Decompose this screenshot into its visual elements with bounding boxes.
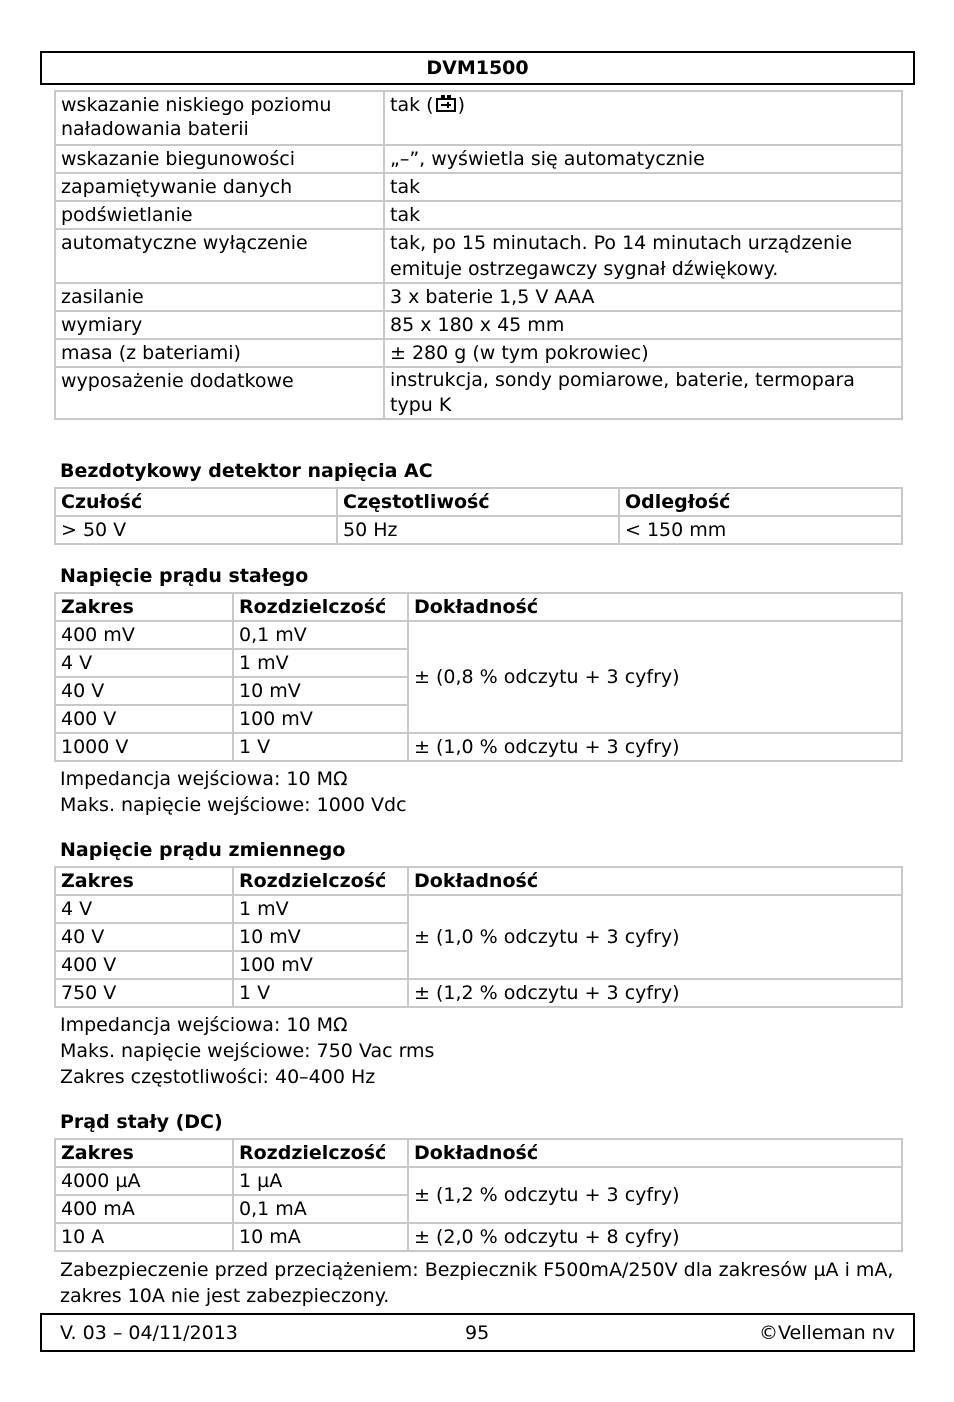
footer-version: V. 03 – 04/11/2013 bbox=[60, 1322, 238, 1344]
spec-value: 3 x baterie 1,5 V AAA bbox=[384, 283, 902, 311]
table-row bbox=[55, 91, 902, 145]
table-header-row bbox=[55, 488, 902, 516]
table-row bbox=[55, 145, 902, 173]
range-cell: 10 A bbox=[55, 1223, 233, 1251]
range-cell: 400 V bbox=[55, 705, 233, 733]
ncv-table bbox=[54, 487, 903, 545]
column-header: Czułość bbox=[55, 488, 337, 516]
table-row bbox=[55, 367, 902, 419]
accuracy-cell: ± (1,2 % odczytu + 3 cyfry) bbox=[408, 979, 902, 1007]
resolution-cell: 10 mV bbox=[233, 923, 408, 951]
accuracy-cell: ± (1,0 % odczytu + 3 cyfry) bbox=[408, 895, 902, 979]
spec-label: zapamiętywanie danych bbox=[55, 173, 384, 201]
page-number: 95 bbox=[465, 1322, 490, 1344]
page-footer bbox=[40, 1313, 915, 1352]
column-header: Dokładność bbox=[408, 593, 902, 621]
spec-label: masa (z bateriami) bbox=[55, 339, 384, 367]
table-header-row bbox=[55, 593, 902, 621]
specs-table bbox=[54, 90, 903, 420]
table-cell: > 50 V bbox=[55, 516, 337, 544]
dcv-note: Impedancja wejściowa: 10 MΩ bbox=[60, 768, 348, 790]
spec-label: wskazanie niskiego poziomu naładowania baterii bbox=[55, 91, 384, 145]
acv-note: Impedancja wejściowa: 10 MΩ bbox=[60, 1014, 348, 1036]
table-cell: < 150 mm bbox=[619, 516, 902, 544]
table-row bbox=[55, 311, 902, 339]
range-cell: 750 V bbox=[55, 979, 233, 1007]
table-row bbox=[55, 733, 902, 761]
section-title-ncv: Bezdotykowy detektor napięcia AC bbox=[60, 460, 433, 482]
dca-table bbox=[54, 1138, 903, 1252]
range-cell: 400 V bbox=[55, 951, 233, 979]
resolution-cell: 0,1 mA bbox=[233, 1195, 408, 1223]
column-header: Zakres bbox=[55, 867, 233, 895]
spec-value: instrukcja, sondy pomiarowe, baterie, termopara typu K bbox=[384, 367, 902, 419]
column-header: Rozdzielczość bbox=[233, 1139, 408, 1167]
document-title: DVM1500 bbox=[426, 57, 529, 79]
range-cell: 1000 V bbox=[55, 733, 233, 761]
table-row bbox=[55, 979, 902, 1007]
table-row bbox=[55, 201, 902, 229]
column-header: Zakres bbox=[55, 1139, 233, 1167]
spec-value bbox=[384, 91, 902, 145]
acv-note: Zakres częstotliwości: 40–400 Hz bbox=[60, 1066, 376, 1088]
table-header-row bbox=[55, 867, 902, 895]
accuracy-cell: ± (1,2 % odczytu + 3 cyfry) bbox=[408, 1167, 902, 1223]
range-cell: 4 V bbox=[55, 895, 233, 923]
column-header: Rozdzielczość bbox=[233, 867, 408, 895]
table-row bbox=[55, 516, 902, 544]
spec-label: automatyczne wyłączenie bbox=[55, 229, 384, 283]
column-header: Rozdzielczość bbox=[233, 593, 408, 621]
column-header: Odległość bbox=[619, 488, 902, 516]
acv-table bbox=[54, 866, 903, 1008]
resolution-cell: 1 µA bbox=[233, 1167, 408, 1195]
column-header: Dokładność bbox=[408, 867, 902, 895]
resolution-cell: 1 V bbox=[233, 733, 408, 761]
spec-value: „–”, wyświetla się automatycznie bbox=[384, 145, 902, 173]
dcv-note: Maks. napięcie wejściowe: 1000 Vdc bbox=[60, 794, 407, 816]
table-row bbox=[55, 229, 902, 283]
range-cell: 4000 µA bbox=[55, 1167, 233, 1195]
range-cell: 40 V bbox=[55, 923, 233, 951]
acv-note: Maks. napięcie wejściowe: 750 Vac rms bbox=[60, 1040, 435, 1062]
spec-label: wyposażenie dodatkowe bbox=[55, 367, 384, 419]
section-title-dcv: Napięcie prądu stałego bbox=[60, 565, 309, 587]
table-row bbox=[55, 621, 902, 649]
range-cell: 4 V bbox=[55, 649, 233, 677]
resolution-cell: 1 mV bbox=[233, 895, 408, 923]
resolution-cell: 100 mV bbox=[233, 951, 408, 979]
spec-value: tak, po 15 minutach. Po 14 minutach urządzenie emituje ostrzegawczy sygnał dźwiękowy. bbox=[384, 229, 902, 283]
resolution-cell: 0,1 mV bbox=[233, 621, 408, 649]
spec-label: wymiary bbox=[55, 311, 384, 339]
table-row bbox=[55, 895, 902, 923]
resolution-cell: 10 mV bbox=[233, 677, 408, 705]
column-header: Częstotliwość bbox=[337, 488, 619, 516]
table-row bbox=[55, 1167, 902, 1195]
spec-label: podświetlanie bbox=[55, 201, 384, 229]
spec-value: 85 x 180 x 45 mm bbox=[384, 311, 902, 339]
spec-label: zasilanie bbox=[55, 283, 384, 311]
battery-icon bbox=[436, 98, 456, 112]
dca-note: Zabezpieczenie przed przeciążeniem: Bezpiecznik F500mA/250V dla zakresów µA i mA, zakres 10A nie jest zabezpieczony. bbox=[60, 1259, 894, 1307]
resolution-cell: 10 mA bbox=[233, 1223, 408, 1251]
range-cell: 400 mA bbox=[55, 1195, 233, 1223]
footer-copyright: ©Velleman nv bbox=[759, 1322, 895, 1344]
accuracy-cell: ± (2,0 % odczytu + 8 cyfry) bbox=[408, 1223, 902, 1251]
dcv-table bbox=[54, 592, 903, 762]
table-cell: 50 Hz bbox=[337, 516, 619, 544]
column-header: Dokładność bbox=[408, 1139, 902, 1167]
section-title-dca: Prąd stały (DC) bbox=[60, 1111, 223, 1133]
page-header bbox=[40, 51, 915, 85]
spec-label: wskazanie biegunowości bbox=[55, 145, 384, 173]
accuracy-cell: ± (0,8 % odczytu + 3 cyfry) bbox=[408, 621, 902, 733]
table-row bbox=[55, 1223, 902, 1251]
resolution-cell: 1 mV bbox=[233, 649, 408, 677]
table-header-row bbox=[55, 1139, 902, 1167]
column-header: Zakres bbox=[55, 593, 233, 621]
range-cell: 400 mV bbox=[55, 621, 233, 649]
table-row bbox=[55, 339, 902, 367]
spec-value: tak bbox=[384, 201, 902, 229]
spec-value-prefix: tak ( bbox=[390, 94, 434, 116]
accuracy-cell: ± (1,0 % odczytu + 3 cyfry) bbox=[408, 733, 902, 761]
range-cell: 40 V bbox=[55, 677, 233, 705]
table-row bbox=[55, 283, 902, 311]
spec-value: ± 280 g (w tym pokrowiec) bbox=[384, 339, 902, 367]
section-title-acv: Napięcie prądu zmiennego bbox=[60, 839, 346, 861]
resolution-cell: 1 V bbox=[233, 979, 408, 1007]
table-row bbox=[55, 173, 902, 201]
spec-value: tak bbox=[384, 173, 902, 201]
resolution-cell: 100 mV bbox=[233, 705, 408, 733]
spec-value-suffix: ) bbox=[457, 94, 465, 116]
